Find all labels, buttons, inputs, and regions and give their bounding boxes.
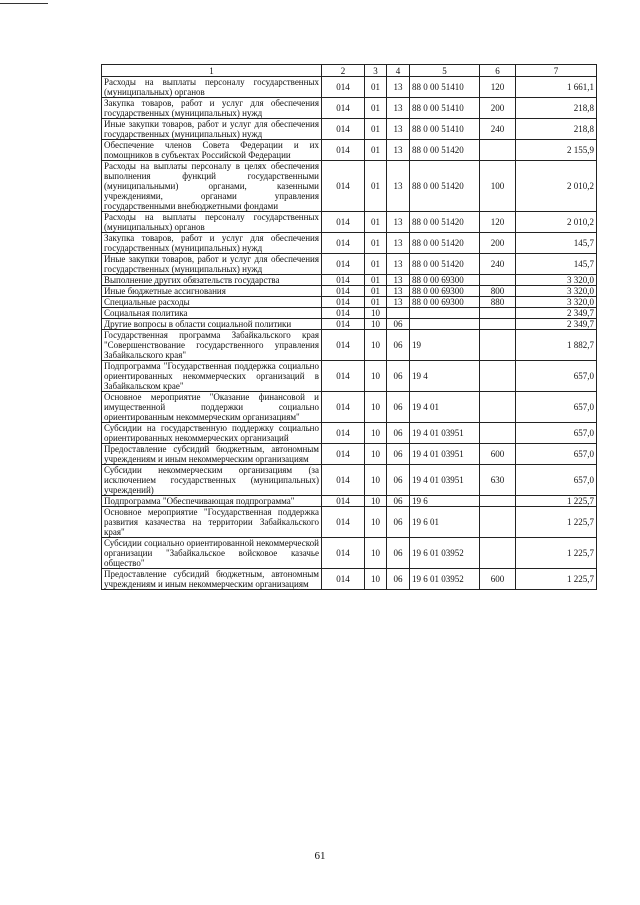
expense-type-code-cell: 120 [480,212,516,233]
target-article-code-cell: 88 0 00 69300 [410,286,480,297]
amount-cell: 145,7 [516,254,597,275]
table-row [102,286,597,297]
amount-cell: 1 225,7 [516,569,597,590]
row-name-cell: Расходы на выплаты персоналу государственных (муниципальных) органов [102,212,322,233]
expense-type-code-cell [480,507,516,538]
expense-type-code-cell: 120 [480,77,516,98]
target-article-code-cell: 19 4 01 03951 [410,423,480,444]
amount-cell: 1 225,7 [516,507,597,538]
section-code-cell: 10 [365,308,387,319]
amount-cell: 1 661,1 [516,77,597,98]
subsection-code-cell: 06 [387,496,410,507]
subsection-code-cell: 13 [387,233,410,254]
ministry-code-cell: 014 [322,319,365,330]
section-code-cell: 10 [365,319,387,330]
subsection-code-cell: 13 [387,286,410,297]
row-name-cell: Расходы на выплаты персоналу государственных (муниципальных) органов [102,77,322,98]
section-code-cell: 10 [365,423,387,444]
section-code-cell: 01 [365,275,387,286]
top-rule [0,3,48,4]
table-row [102,140,597,161]
table-row [102,297,597,308]
section-code-cell: 01 [365,77,387,98]
target-article-code-cell: 19 6 01 [410,507,480,538]
subsection-code-cell: 06 [387,392,410,423]
amount-cell: 1 225,7 [516,538,597,569]
header-row [102,65,597,77]
section-code-cell: 10 [365,507,387,538]
table-row [102,444,597,465]
table-row [102,423,597,444]
table-row [102,330,597,361]
page-number: 61 [314,850,326,862]
expense-type-code-cell: 200 [480,98,516,119]
expense-type-code-cell: 240 [480,119,516,140]
ministry-code-cell: 014 [322,297,365,308]
row-name-cell: Основное мероприятие "Оказание финансовой и имущественной поддержки социально ориентированным некоммерческим организациям" [102,392,322,423]
ministry-code-cell: 014 [322,98,365,119]
amount-cell: 3 320,0 [516,275,597,286]
subsection-code-cell: 13 [387,297,410,308]
table-row [102,212,597,233]
row-name-cell: Предоставление субсидий бюджетным, автономным учреждениям и иным некоммерческим организациям [102,569,322,590]
ministry-code-cell: 014 [322,361,365,392]
expense-type-code-cell: 800 [480,286,516,297]
header-cell: 6 [480,65,516,77]
ministry-code-cell: 014 [322,496,365,507]
subsection-code-cell: 06 [387,465,410,496]
row-name-cell: Обеспечение членов Совета Федерации и их помощников в субъектах Российской Федерации [102,140,322,161]
ministry-code-cell: 014 [322,140,365,161]
table-row [102,569,597,590]
ministry-code-cell: 014 [322,275,365,286]
ministry-code-cell: 014 [322,286,365,297]
target-article-code-cell: 88 0 00 51410 [410,119,480,140]
expense-type-code-cell: 600 [480,569,516,590]
row-name-cell: Подпрограмма "Государственная поддержка социально ориентированных некоммерческих организаций в Забайкальском крае" [102,361,322,392]
row-name-cell: Подпрограмма "Обеспечивающая подпрограмма" [102,496,322,507]
ministry-code-cell: 014 [322,308,365,319]
row-name-cell: Другие вопросы в области социальной политики [102,319,322,330]
expense-type-code-cell: 200 [480,233,516,254]
table-row [102,507,597,538]
table-row [102,319,597,330]
subsection-code-cell: 13 [387,161,410,212]
expense-type-code-cell: 600 [480,444,516,465]
budget-table [101,64,597,590]
amount-cell: 2 155,9 [516,140,597,161]
target-article-code-cell: 19 6 01 03952 [410,538,480,569]
amount-cell: 1 225,7 [516,496,597,507]
table-row [102,465,597,496]
ministry-code-cell: 014 [322,254,365,275]
expense-type-code-cell: 880 [480,297,516,308]
subsection-code-cell: 13 [387,212,410,233]
amount-cell: 2 349,7 [516,308,597,319]
table-row [102,392,597,423]
header-cell: 1 [102,65,322,77]
section-code-cell: 01 [365,286,387,297]
amount-cell: 657,0 [516,361,597,392]
amount-cell: 2 349,7 [516,319,597,330]
row-name-cell: Выполнение других обязательств государства [102,275,322,286]
row-name-cell: Иные бюджетные ассигнования [102,286,322,297]
target-article-code-cell: 19 4 [410,361,480,392]
target-article-code-cell: 88 0 00 51410 [410,98,480,119]
row-name-cell: Предоставление субсидий бюджетным, автономным учреждениям и иным некоммерческим организациям [102,444,322,465]
section-code-cell: 10 [365,569,387,590]
ministry-code-cell: 014 [322,465,365,496]
subsection-code-cell: 06 [387,361,410,392]
ministry-code-cell: 014 [322,538,365,569]
header-cell: 2 [322,65,365,77]
subsection-code-cell: 06 [387,538,410,569]
section-code-cell: 01 [365,212,387,233]
section-code-cell: 01 [365,161,387,212]
expense-type-code-cell [480,361,516,392]
subsection-code-cell: 06 [387,319,410,330]
section-code-cell: 01 [365,140,387,161]
ministry-code-cell: 014 [322,233,365,254]
expense-type-code-cell [480,308,516,319]
ministry-code-cell: 014 [322,444,365,465]
target-article-code-cell: 88 0 00 51420 [410,254,480,275]
section-code-cell: 01 [365,254,387,275]
subsection-code-cell: 06 [387,330,410,361]
amount-cell: 2 010,2 [516,161,597,212]
row-name-cell: Субсидии на государственную поддержку социально ориентированных некоммерческих организаций [102,423,322,444]
header-cell: 7 [516,65,597,77]
header-cell: 4 [387,65,410,77]
amount-cell: 657,0 [516,392,597,423]
table-row [102,77,597,98]
table-row [102,233,597,254]
subsection-code-cell [387,308,410,319]
ministry-code-cell: 014 [322,423,365,444]
subsection-code-cell: 13 [387,77,410,98]
target-article-code-cell: 19 4 01 [410,392,480,423]
amount-cell: 657,0 [516,465,597,496]
section-code-cell: 10 [365,392,387,423]
amount-cell: 657,0 [516,423,597,444]
ministry-code-cell: 014 [322,330,365,361]
amount-cell: 218,8 [516,98,597,119]
row-name-cell: Закупка товаров, работ и услуг для обеспечения государственных (муниципальных) нужд [102,233,322,254]
amount-cell: 145,7 [516,233,597,254]
section-code-cell: 01 [365,233,387,254]
ministry-code-cell: 014 [322,119,365,140]
expense-type-code-cell [480,140,516,161]
target-article-code-cell [410,308,480,319]
ministry-code-cell: 014 [322,161,365,212]
section-code-cell: 10 [365,361,387,392]
target-article-code-cell: 88 0 00 51420 [410,161,480,212]
table-row [102,496,597,507]
amount-cell: 3 320,0 [516,297,597,308]
section-code-cell: 10 [365,538,387,569]
subsection-code-cell: 06 [387,423,410,444]
row-name-cell: Иные закупки товаров, работ и услуг для обеспечения государственных (муниципальных) нужд [102,254,322,275]
ministry-code-cell: 014 [322,77,365,98]
amount-cell: 2 010,2 [516,212,597,233]
ministry-code-cell: 014 [322,212,365,233]
expense-type-code-cell [480,423,516,444]
section-code-cell: 01 [365,119,387,140]
ministry-code-cell: 014 [322,507,365,538]
row-name-cell: Субсидии некоммерческим организациям (за исключением государственных (муниципальных) учреждений) [102,465,322,496]
table-row [102,161,597,212]
ministry-code-cell: 014 [322,569,365,590]
target-article-code-cell: 88 0 00 69300 [410,275,480,286]
target-article-code-cell: 19 6 01 03952 [410,569,480,590]
expense-type-code-cell [480,330,516,361]
row-name-cell: Основное мероприятие "Государственная поддержка развития казачества на территории Забайкальского края" [102,507,322,538]
target-article-code-cell: 88 0 00 51420 [410,140,480,161]
expense-type-code-cell [480,319,516,330]
subsection-code-cell: 13 [387,275,410,286]
amount-cell: 3 320,0 [516,286,597,297]
table-row [102,275,597,286]
header-cell: 3 [365,65,387,77]
row-name-cell: Расходы на выплаты персоналу в целях обеспечения выполнения функций государственными (муниципальными) органами, казенными учреждениями, органами управления государственными внебюджетными фондами [102,161,322,212]
row-name-cell: Специальные расходы [102,297,322,308]
row-name-cell: Социальная политика [102,308,322,319]
expense-type-code-cell [480,538,516,569]
expense-type-code-cell [480,392,516,423]
table-row [102,254,597,275]
ministry-code-cell: 014 [322,392,365,423]
subsection-code-cell: 06 [387,569,410,590]
expense-type-code-cell: 630 [480,465,516,496]
target-article-code-cell: 88 0 00 51420 [410,233,480,254]
row-name-cell: Субсидии социально ориентированной некоммерческой организации "Забайкальское войсковое казачье общество" [102,538,322,569]
amount-cell: 657,0 [516,444,597,465]
row-name-cell: Государственная программа Забайкальского края "Совершенствование государственного управления Забайкальского края" [102,330,322,361]
table-row [102,98,597,119]
target-article-code-cell: 19 4 01 03951 [410,444,480,465]
expense-type-code-cell [480,496,516,507]
subsection-code-cell: 13 [387,119,410,140]
target-article-code-cell: 19 6 [410,496,480,507]
row-name-cell: Закупка товаров, работ и услуг для обеспечения государственных (муниципальных) нужд [102,98,322,119]
amount-cell: 1 882,7 [516,330,597,361]
section-code-cell: 01 [365,297,387,308]
expense-type-code-cell: 240 [480,254,516,275]
section-code-cell: 10 [365,465,387,496]
subsection-code-cell: 13 [387,98,410,119]
expense-type-code-cell: 100 [480,161,516,212]
subsection-code-cell: 13 [387,254,410,275]
amount-cell: 218,8 [516,119,597,140]
section-code-cell: 10 [365,330,387,361]
target-article-code-cell: 19 4 01 03951 [410,465,480,496]
target-article-code-cell: 88 0 00 51410 [410,77,480,98]
target-article-code-cell [410,319,480,330]
target-article-code-cell: 88 0 00 51420 [410,212,480,233]
subsection-code-cell: 13 [387,140,410,161]
target-article-code-cell: 19 [410,330,480,361]
table-row [102,308,597,319]
section-code-cell: 10 [365,444,387,465]
table-row [102,119,597,140]
table-row [102,538,597,569]
expense-type-code-cell [480,275,516,286]
subsection-code-cell: 06 [387,444,410,465]
row-name-cell: Иные закупки товаров, работ и услуг для обеспечения государственных (муниципальных) нужд [102,119,322,140]
header-cell: 5 [410,65,480,77]
target-article-code-cell: 88 0 00 69300 [410,297,480,308]
subsection-code-cell: 06 [387,507,410,538]
section-code-cell: 01 [365,98,387,119]
section-code-cell: 10 [365,496,387,507]
table-row [102,361,597,392]
